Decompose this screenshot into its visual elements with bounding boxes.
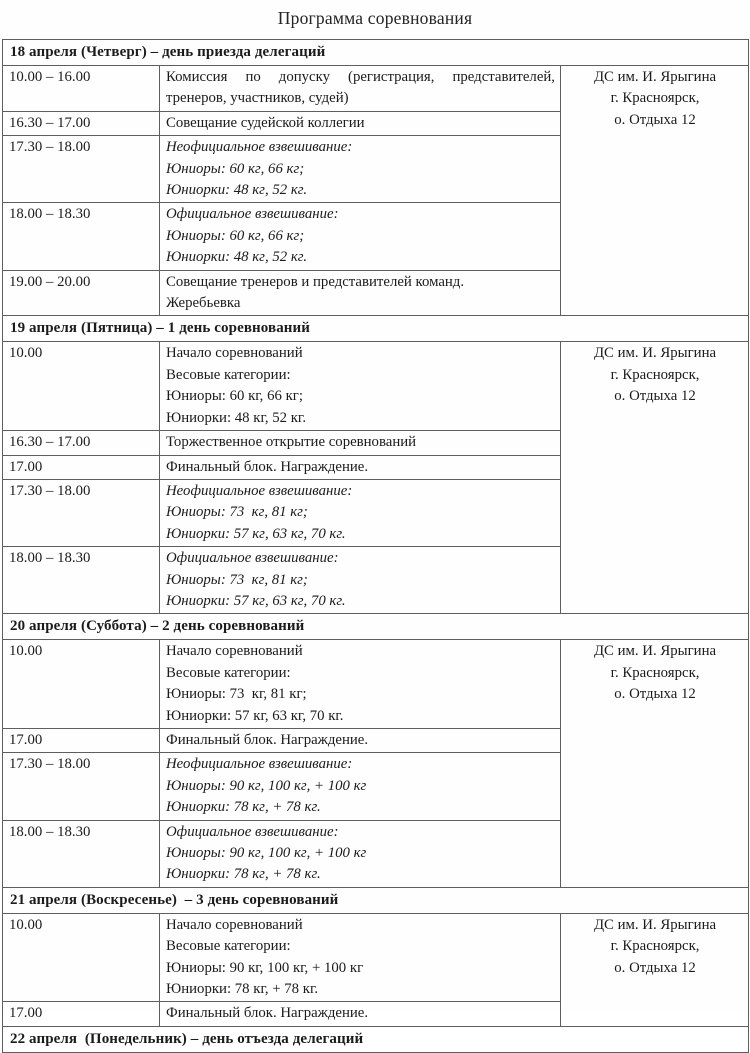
event-cell xyxy=(160,640,561,729)
event-line: Юниоры: 73 кг, 81 кг; xyxy=(166,571,308,588)
event-line: Юниорки: 78 кг, + 78 кг. xyxy=(166,981,319,998)
day-header-row xyxy=(3,316,749,342)
event-line: Официальное взвешивание: xyxy=(166,206,339,223)
program-table-body xyxy=(3,40,749,1053)
event-line: Юниоры: 90 кг, 100 кг, + 100 кг xyxy=(166,959,364,976)
venue-cell xyxy=(561,640,749,887)
event-cell xyxy=(160,136,561,203)
event-line: Юниорки: 78 кг, + 78 кг. xyxy=(166,799,321,816)
time-cell: 19.00 – 20.00 xyxy=(3,270,160,316)
day-header-label: 21 апреля (Воскресенье) – 3 день соревнований xyxy=(3,887,749,913)
day-header-label: 19 апреля (Пятница) – 1 день соревнований xyxy=(3,316,749,342)
event-line: Финальный блок. Награждение. xyxy=(166,731,369,748)
time-cell: 18.00 – 18.30 xyxy=(3,820,160,887)
event-cell xyxy=(160,203,561,270)
event-cell xyxy=(160,913,561,1002)
event-line: Юниоры: 60 кг, 66 кг; xyxy=(166,388,303,405)
venue-line: ДС им. И. Ярыгина xyxy=(593,916,717,933)
event-cell xyxy=(160,111,561,135)
competition-program-table xyxy=(2,39,749,1053)
event-line: Финальный блок. Награждение. xyxy=(166,458,369,475)
event-cell xyxy=(160,431,561,455)
day-header-row xyxy=(3,887,749,913)
event-line: Неофициальное взвешивание: xyxy=(166,756,353,773)
page-title: Программа соревнования xyxy=(277,8,473,28)
time-cell: 18.00 – 18.30 xyxy=(3,547,160,614)
venue-line: г. Красноярск, xyxy=(610,90,700,107)
venue-line: о. Отдыха 12 xyxy=(614,959,696,976)
venue-cell xyxy=(561,66,749,316)
time-cell: 10.00 xyxy=(3,913,160,1002)
event-line: Юниорки: 48 кг, 52 кг. xyxy=(166,182,308,199)
venue-line: г. Красноярск, xyxy=(610,664,700,681)
schedule-row xyxy=(3,913,749,1002)
time-cell: 10.00 xyxy=(3,342,160,431)
event-line: Начало соревнований xyxy=(166,643,303,660)
event-line: Юниоры: 60 кг, 66 кг; xyxy=(166,160,305,177)
event-line: Совещание тренеров и представителей команд. xyxy=(166,273,465,290)
event-line: Официальное взвешивание: xyxy=(166,823,339,840)
event-line: Юниорки: 48 кг, 52 кг. xyxy=(166,249,308,266)
venue-line: ДС им. И. Ярыгина xyxy=(593,69,717,85)
day-header-label: 18 апреля (Четверг) – день приезда делегаций xyxy=(3,40,749,66)
schedule-row xyxy=(3,342,749,431)
event-line: Юниоры: 60 кг, 66 кг; xyxy=(166,227,305,244)
time-cell: 10.00 xyxy=(3,640,160,729)
event-line: Юниорки: 78 кг, + 78 кг. xyxy=(166,866,321,883)
time-cell: 17.00 xyxy=(3,455,160,479)
time-cell: 16.30 – 17.00 xyxy=(3,111,160,135)
event-line: Юниорки: 48 кг, 52 кг. xyxy=(166,409,307,426)
event-line: Юниорки: 57 кг, 63 кг, 70 кг. xyxy=(166,525,346,542)
day-header-row xyxy=(3,40,749,66)
event-line: Юниоры: 90 кг, 100 кг, + 100 кг xyxy=(166,777,367,794)
event-line: Неофициальное взвешивание: xyxy=(166,482,353,499)
venue-line: о. Отдыха 12 xyxy=(614,111,696,128)
venue-cell xyxy=(561,342,749,614)
event-line: Весовые категории: xyxy=(166,664,291,681)
event-cell xyxy=(160,547,561,614)
event-cell xyxy=(160,820,561,887)
venue-line: ДС им. И. Ярыгина xyxy=(593,345,717,362)
event-line: Весовые категории: xyxy=(166,366,291,383)
event-cell xyxy=(160,479,561,546)
event-cell xyxy=(160,1002,561,1026)
venue-line: о. Отдыха 12 xyxy=(614,388,696,405)
day-header-row xyxy=(3,1026,749,1052)
venue-line: ДС им. И. Ярыгина xyxy=(593,643,717,660)
day-header-label: 20 апреля (Суббота) – 2 день соревнований xyxy=(3,614,749,640)
day-header-label: 22 апреля (Понедельник) – день отъезда делегаций xyxy=(3,1026,749,1052)
schedule-row xyxy=(3,66,749,112)
venue-line: о. Отдыха 12 xyxy=(614,686,696,703)
event-line: Торжественное открытие соревнований xyxy=(166,434,417,451)
venue-line: г. Красноярск, xyxy=(610,938,700,955)
time-cell: 17.30 – 18.00 xyxy=(3,753,160,820)
venue-line: г. Красноярск, xyxy=(610,366,700,383)
event-line: Комиссия по допуску (регистрация, представителей, тренеров, участников, судей) xyxy=(166,69,555,107)
event-line: Начало соревнований xyxy=(166,345,303,362)
event-line: Юниоры: 73 кг, 81 кг; xyxy=(166,686,307,703)
event-line: Юниорки: 57 кг, 63 кг, 70 кг. xyxy=(166,592,346,609)
event-line: Жеребьевка xyxy=(166,295,241,312)
day-header-row xyxy=(3,614,749,640)
time-cell: 16.30 – 17.00 xyxy=(3,431,160,455)
time-cell: 17.30 – 18.00 xyxy=(3,479,160,546)
event-line: Начало соревнований xyxy=(166,916,303,933)
event-cell xyxy=(160,270,561,316)
event-cell xyxy=(160,342,561,431)
time-cell: 18.00 – 18.30 xyxy=(3,203,160,270)
schedule-row xyxy=(3,640,749,729)
event-cell xyxy=(160,728,561,752)
event-line: Неофициальное взвешивание: xyxy=(166,139,353,156)
event-line: Официальное взвешивание: xyxy=(166,550,339,567)
event-line: Юниорки: 57 кг, 63 кг, 70 кг. xyxy=(166,707,344,724)
event-cell xyxy=(160,753,561,820)
event-line: Весовые категории: xyxy=(166,938,291,955)
event-cell xyxy=(160,455,561,479)
event-line: Юниоры: 73 кг, 81 кг; xyxy=(166,504,308,521)
event-line: Юниоры: 90 кг, 100 кг, + 100 кг xyxy=(166,845,367,861)
time-cell: 17.00 xyxy=(3,728,160,752)
venue-cell xyxy=(561,913,749,1026)
time-cell: 17.30 – 18.00 xyxy=(3,136,160,203)
time-cell: 17.00 xyxy=(3,1002,160,1026)
time-cell: 10.00 – 16.00 xyxy=(3,66,160,112)
event-cell xyxy=(160,66,561,112)
event-line: Совещание судейской коллегии xyxy=(166,114,365,131)
event-line: Финальный блок. Награждение. xyxy=(166,1005,369,1022)
